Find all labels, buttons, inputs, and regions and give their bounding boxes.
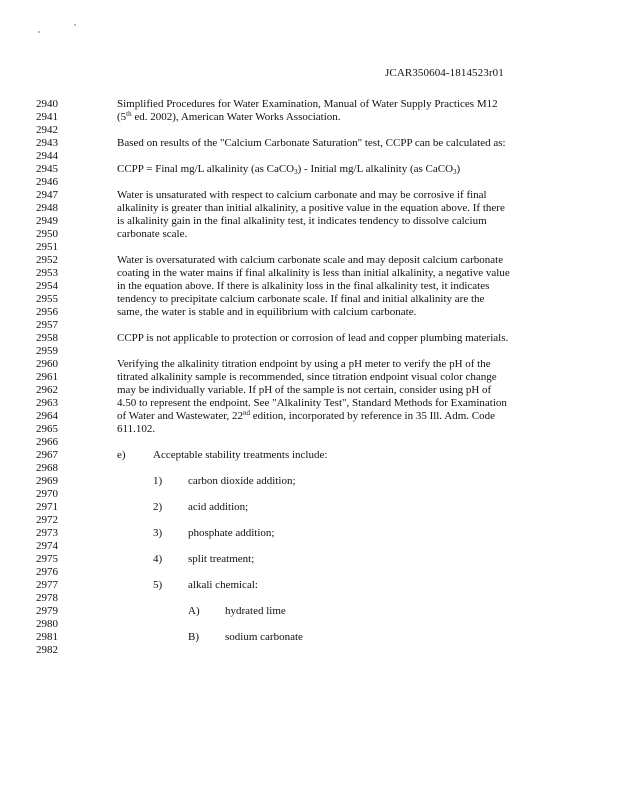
body-line: 4.50 to represent the endpoint. See "Alkalinity Test", Standard Methods for Examination xyxy=(117,397,507,409)
line-number: 2971 xyxy=(36,501,58,513)
list-label: 2) xyxy=(153,501,163,513)
line-number: 2977 xyxy=(36,579,58,591)
line-number: 2948 xyxy=(36,202,58,214)
list-item: carbon dioxide addition; xyxy=(188,475,296,487)
line-number: 2951 xyxy=(36,241,58,253)
list-label: 3) xyxy=(153,527,163,539)
document-id: JCAR350604-1814523r01 xyxy=(385,67,504,79)
line-number: 2982 xyxy=(36,644,58,656)
line-number: 2981 xyxy=(36,631,58,643)
line-number: 2960 xyxy=(36,358,58,370)
line-number: 2969 xyxy=(36,475,58,487)
list-item: phosphate addition; xyxy=(188,527,275,539)
line-number: 2964 xyxy=(36,410,58,422)
line-number: 2959 xyxy=(36,345,58,357)
body-line: tendency to precipitate calcium carbonate scale. If final and initial alkalinity are the xyxy=(117,293,485,305)
line-number: 2961 xyxy=(36,371,58,383)
line-number: 2973 xyxy=(36,527,58,539)
line-number: 2970 xyxy=(36,488,58,500)
list-item: alkali chemical: xyxy=(188,579,258,591)
line-number: 2980 xyxy=(36,618,58,630)
body-line: Water is oversaturated with calcium carbonate scale and may deposit calcium carbonate xyxy=(117,254,504,266)
list-item: split treatment; xyxy=(188,553,255,565)
body-line-standard-methods: of Water and Wastewater, 22nd edition, incorporated by reference in 35 Ill. Adm. Code xyxy=(117,409,495,422)
body-line: Based on results of the "Calcium Carbonate Saturation" test, CCPP can be calculated as: xyxy=(117,137,506,149)
line-number: 2956 xyxy=(36,306,58,318)
line-number: 2963 xyxy=(36,397,58,409)
line-number: 2965 xyxy=(36,423,58,435)
line-number: 2966 xyxy=(36,436,58,448)
line-number: 2954 xyxy=(36,280,58,292)
line-number: 2950 xyxy=(36,228,58,240)
body-line: Water is unsaturated with respect to calcium carbonate and may be corrosive if final xyxy=(117,189,487,201)
body-line: coating in the water mains if final alkalinity is less than initial alkalinity, a negative value xyxy=(117,267,510,279)
line-number: 2947 xyxy=(36,189,58,201)
line-number: 2968 xyxy=(36,462,58,474)
body-line: titrated alkalinity sample is recommended, since titration endpoint visual color change xyxy=(117,371,497,383)
list-label: 1) xyxy=(153,475,163,487)
line-number: 2957 xyxy=(36,319,58,331)
line-number: 2958 xyxy=(36,332,58,344)
line-number: 2976 xyxy=(36,566,58,578)
ccpp-equation: CCPP = Final mg/L alkalinity (as CaCO$_3$) - Initial mg/L alkalinity (as CaCO$_3$) xyxy=(117,163,461,176)
sublist-label: A) xyxy=(188,605,200,617)
body-line: 611.102. xyxy=(117,423,156,435)
section-heading: Acceptable stability treatments include: xyxy=(153,449,328,461)
body-line: is alkalinity gain in the final alkalinity test, it indicates tendency to dissolve calcium xyxy=(117,215,487,227)
line-number: 2943 xyxy=(36,137,58,149)
line-number: 2942 xyxy=(36,124,58,136)
line-number: 2967 xyxy=(36,449,58,461)
line-number: 2953 xyxy=(36,267,58,279)
line-number: 2941 xyxy=(36,111,58,123)
line-number: 2946 xyxy=(36,176,58,188)
line-number: 2940 xyxy=(36,98,58,110)
line-number: 2955 xyxy=(36,293,58,305)
body-line: Verifying the alkalinity titration endpoint by using a pH meter to verify the pH of the xyxy=(117,358,491,370)
list-label: 4) xyxy=(153,553,163,565)
scan-speck xyxy=(38,31,40,33)
line-number: 2962 xyxy=(36,384,58,396)
body-line-edition: (5th ed. 2002), American Water Works Association. xyxy=(117,110,341,123)
line-number: 2945 xyxy=(36,163,58,175)
line-number: 2978 xyxy=(36,592,58,604)
line-number: 2975 xyxy=(36,553,58,565)
sublist-item: sodium carbonate xyxy=(225,631,303,643)
line-number: 2944 xyxy=(36,150,58,162)
sublist-label: B) xyxy=(188,631,199,643)
line-number: 2949 xyxy=(36,215,58,227)
sublist-item: hydrated lime xyxy=(225,605,286,617)
body-line: Simplified Procedures for Water Examination, Manual of Water Supply Practices M12 xyxy=(117,98,498,110)
list-item: acid addition; xyxy=(188,501,249,513)
line-number: 2972 xyxy=(36,514,58,526)
list-label: 5) xyxy=(153,579,163,591)
section-label: e) xyxy=(117,449,126,461)
line-number: 2974 xyxy=(36,540,58,552)
body-line: alkalinity is greater than initial alkalinity, a positive value in the equation above. If there xyxy=(117,202,505,214)
body-line: CCPP is not applicable to protection or corrosion of lead and copper plumbing materials. xyxy=(117,332,509,344)
line-number: 2952 xyxy=(36,254,58,266)
body-line: may be individually variable. If pH of the sample is not certain, consider using pH of xyxy=(117,384,492,396)
body-line: same, the water is stable and in equilibrium with calcium carbonate. xyxy=(117,306,417,318)
body-line: in the equation above. If there is alkalinity loss in the final alkalinity test, it indicates xyxy=(117,280,490,292)
line-number: 2979 xyxy=(36,605,58,617)
scan-speck xyxy=(74,24,76,26)
body-line: carbonate scale. xyxy=(117,228,188,240)
